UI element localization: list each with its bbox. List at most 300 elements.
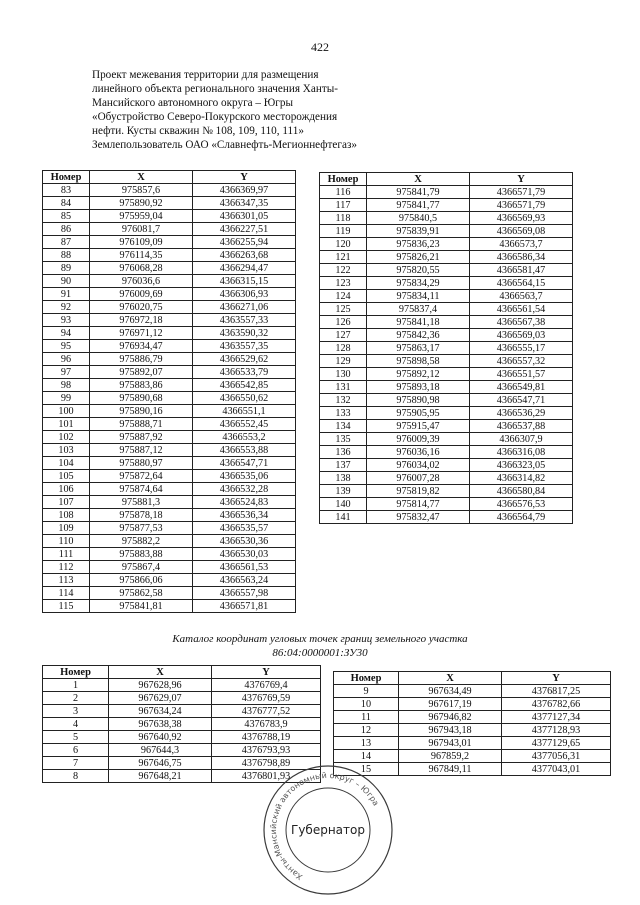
x-coordinate-cell: 967943,01	[399, 737, 502, 750]
point-number-cell: 6	[43, 744, 109, 757]
point-number-cell: 8	[43, 770, 109, 783]
point-number-cell: 85	[43, 210, 90, 223]
header-line: Мансийского автономного округа – Югры	[92, 97, 294, 109]
table-row	[334, 698, 611, 711]
table-row	[320, 225, 573, 238]
x-coordinate-cell: 975898,58	[367, 355, 470, 368]
x-coordinate-cell: 975887,12	[90, 444, 193, 457]
point-number-cell: 109	[43, 522, 90, 535]
table-header-row	[43, 666, 321, 679]
x-coordinate-cell: 967644,3	[109, 744, 212, 757]
y-coordinate-cell: 4366301,05	[193, 210, 296, 223]
y-coordinate-cell: 4366571,79	[470, 186, 573, 199]
table-row	[43, 587, 296, 600]
catalog-caption	[0, 632, 640, 660]
y-coordinate-cell: 4366542,85	[193, 379, 296, 392]
header-line: линейного объекта регионального значения Ханты-	[92, 83, 338, 95]
table-row	[43, 392, 296, 405]
table-row	[43, 288, 296, 301]
table-row	[320, 290, 573, 303]
y-coordinate-cell: 4366561,54	[470, 303, 573, 316]
point-number-cell: 108	[43, 509, 90, 522]
y-coordinate-cell: 4377056,31	[502, 750, 611, 763]
y-coordinate-cell: 4366552,45	[193, 418, 296, 431]
x-coordinate-cell: 975886,79	[90, 353, 193, 366]
y-coordinate-cell: 4366535,06	[193, 470, 296, 483]
y-coordinate-cell: 4376817,25	[502, 685, 611, 698]
column-header: Номер	[320, 173, 367, 186]
x-coordinate-cell: 975888,71	[90, 418, 193, 431]
table-row	[43, 535, 296, 548]
y-coordinate-cell: 4366536,29	[470, 407, 573, 420]
x-coordinate-cell: 976036,16	[367, 446, 470, 459]
x-coordinate-cell: 975883,86	[90, 379, 193, 392]
x-coordinate-cell: 975840,5	[367, 212, 470, 225]
x-coordinate-cell: 975841,18	[367, 316, 470, 329]
column-header: Y	[212, 666, 321, 679]
y-coordinate-cell: 4366564,79	[470, 511, 573, 524]
point-number-cell: 117	[320, 199, 367, 212]
y-coordinate-cell: 4366315,15	[193, 275, 296, 288]
column-header: Номер	[334, 672, 399, 685]
x-coordinate-cell: 975874,64	[90, 483, 193, 496]
y-coordinate-cell: 4366550,62	[193, 392, 296, 405]
x-coordinate-cell: 975832,47	[367, 511, 470, 524]
x-coordinate-cell: 975819,82	[367, 485, 470, 498]
x-coordinate-cell: 975872,64	[90, 470, 193, 483]
table-row	[320, 511, 573, 524]
x-coordinate-cell: 975878,18	[90, 509, 193, 522]
table-row	[43, 574, 296, 587]
stamp-ring-text: Ханты-Мансийский автономный округ – Югра	[268, 770, 381, 882]
header-line: Проект межевания территории для размещения	[92, 69, 319, 81]
y-coordinate-cell: 4366561,53	[193, 561, 296, 574]
coordinates-table-top-left	[42, 170, 296, 613]
x-coordinate-cell: 967646,75	[109, 757, 212, 770]
y-coordinate-cell: 4366576,53	[470, 498, 573, 511]
point-number-cell: 138	[320, 472, 367, 485]
point-number-cell: 111	[43, 548, 90, 561]
column-header: Номер	[43, 666, 109, 679]
y-coordinate-cell: 4377127,34	[502, 711, 611, 724]
y-coordinate-cell: 4366547,71	[470, 394, 573, 407]
table-row	[320, 407, 573, 420]
column-header: Y	[470, 173, 573, 186]
point-number-cell: 141	[320, 511, 367, 524]
point-number-cell: 15	[334, 763, 399, 776]
x-coordinate-cell: 976020,75	[90, 301, 193, 314]
y-coordinate-cell: 4366557,98	[193, 587, 296, 600]
point-number-cell: 140	[320, 498, 367, 511]
table-row	[334, 711, 611, 724]
y-coordinate-cell: 4366555,17	[470, 342, 573, 355]
y-coordinate-cell: 4366314,82	[470, 472, 573, 485]
table-row	[43, 184, 296, 197]
table-row	[43, 561, 296, 574]
y-coordinate-cell: 4366532,28	[193, 483, 296, 496]
table-row	[43, 548, 296, 561]
x-coordinate-cell: 976009,39	[367, 433, 470, 446]
y-coordinate-cell: 4366563,7	[470, 290, 573, 303]
table-row	[320, 381, 573, 394]
point-number-cell: 107	[43, 496, 90, 509]
x-coordinate-cell: 967628,96	[109, 679, 212, 692]
x-coordinate-cell: 975841,77	[367, 199, 470, 212]
x-coordinate-cell: 975834,29	[367, 277, 470, 290]
y-coordinate-cell: 4366530,36	[193, 535, 296, 548]
coordinates-table-top-right	[319, 172, 573, 524]
table-row	[320, 459, 573, 472]
x-coordinate-cell: 975890,92	[90, 197, 193, 210]
point-number-cell: 104	[43, 457, 90, 470]
x-coordinate-cell: 975841,79	[367, 186, 470, 199]
x-coordinate-cell: 975880,97	[90, 457, 193, 470]
point-number-cell: 113	[43, 574, 90, 587]
point-number-cell: 87	[43, 236, 90, 249]
table-row	[43, 301, 296, 314]
table-row	[320, 446, 573, 459]
point-number-cell: 89	[43, 262, 90, 275]
y-coordinate-cell: 4366569,03	[470, 329, 573, 342]
point-number-cell: 116	[320, 186, 367, 199]
x-coordinate-cell: 975857,6	[90, 184, 193, 197]
x-coordinate-cell: 975882,2	[90, 535, 193, 548]
x-coordinate-cell: 975890,98	[367, 394, 470, 407]
point-number-cell: 13	[334, 737, 399, 750]
point-number-cell: 106	[43, 483, 90, 496]
header-line: «Обустройство Северо-Покурского месторождения	[92, 111, 338, 123]
point-number-cell: 86	[43, 223, 90, 236]
x-coordinate-cell: 975905,95	[367, 407, 470, 420]
x-coordinate-cell: 976934,47	[90, 340, 193, 353]
y-coordinate-cell: 4376782,66	[502, 698, 611, 711]
x-coordinate-cell: 976007,28	[367, 472, 470, 485]
x-coordinate-cell: 975881,3	[90, 496, 193, 509]
x-coordinate-cell: 976068,28	[90, 262, 193, 275]
point-number-cell: 115	[43, 600, 90, 613]
point-number-cell: 94	[43, 327, 90, 340]
governor-stamp	[258, 764, 398, 896]
y-coordinate-cell: 4366553,88	[193, 444, 296, 457]
y-coordinate-cell: 4366567,38	[470, 316, 573, 329]
table-row	[43, 705, 321, 718]
x-coordinate-cell: 975826,21	[367, 251, 470, 264]
y-coordinate-cell: 4366571,81	[193, 600, 296, 613]
coordinates-table-bottom-right	[333, 671, 611, 776]
stamp-center-text: Губернатор	[291, 823, 365, 837]
table-row	[43, 431, 296, 444]
x-coordinate-cell: 976109,09	[90, 236, 193, 249]
point-number-cell: 136	[320, 446, 367, 459]
point-number-cell: 110	[43, 535, 90, 548]
table-row	[43, 679, 321, 692]
table-row	[43, 600, 296, 613]
table-row	[320, 212, 573, 225]
x-coordinate-cell: 975893,18	[367, 381, 470, 394]
table-row	[320, 472, 573, 485]
table-row	[320, 368, 573, 381]
x-coordinate-cell: 975959,04	[90, 210, 193, 223]
point-number-cell: 84	[43, 197, 90, 210]
table-header-row	[334, 672, 611, 685]
table-row	[43, 379, 296, 392]
table-header-row	[320, 173, 573, 186]
table-row	[334, 750, 611, 763]
column-header: Y	[502, 672, 611, 685]
y-coordinate-cell: 4366271,06	[193, 301, 296, 314]
point-number-cell: 131	[320, 381, 367, 394]
x-coordinate-cell: 975842,36	[367, 329, 470, 342]
point-number-cell: 91	[43, 288, 90, 301]
table-row	[43, 522, 296, 535]
point-number-cell: 130	[320, 368, 367, 381]
x-coordinate-cell: 975820,55	[367, 264, 470, 277]
x-coordinate-cell: 975866,06	[90, 574, 193, 587]
x-coordinate-cell: 975867,4	[90, 561, 193, 574]
x-coordinate-cell: 976081,7	[90, 223, 193, 236]
y-coordinate-cell: 4366557,32	[470, 355, 573, 368]
table-row	[43, 496, 296, 509]
point-number-cell: 119	[320, 225, 367, 238]
table-row	[43, 692, 321, 705]
y-coordinate-cell: 4366536,34	[193, 509, 296, 522]
y-coordinate-cell: 4366549,81	[470, 381, 573, 394]
x-coordinate-cell: 967943,18	[399, 724, 502, 737]
table-row	[43, 366, 296, 379]
y-coordinate-cell: 4376769,59	[212, 692, 321, 705]
table-row	[43, 340, 296, 353]
point-number-cell: 98	[43, 379, 90, 392]
point-number-cell: 92	[43, 301, 90, 314]
x-coordinate-cell: 967640,92	[109, 731, 212, 744]
y-coordinate-cell: 4376801,93	[212, 770, 321, 783]
table-row	[43, 470, 296, 483]
point-number-cell: 112	[43, 561, 90, 574]
table-row	[320, 355, 573, 368]
x-coordinate-cell: 975887,92	[90, 431, 193, 444]
table-row	[334, 724, 611, 737]
table-row	[43, 236, 296, 249]
y-coordinate-cell: 4366551,57	[470, 368, 573, 381]
x-coordinate-cell: 967946,82	[399, 711, 502, 724]
y-coordinate-cell: 4366547,71	[193, 457, 296, 470]
table-row	[43, 197, 296, 210]
point-number-cell: 2	[43, 692, 109, 705]
x-coordinate-cell: 975836,23	[367, 238, 470, 251]
point-number-cell: 135	[320, 433, 367, 446]
y-coordinate-cell: 4366586,34	[470, 251, 573, 264]
point-number-cell: 4	[43, 718, 109, 731]
y-coordinate-cell: 4366551,1	[193, 405, 296, 418]
table-row	[43, 483, 296, 496]
table-row	[320, 329, 573, 342]
x-coordinate-cell: 967617,19	[399, 698, 502, 711]
x-coordinate-cell: 975892,07	[90, 366, 193, 379]
catalog-caption-parcel: 86:04:0000001:ЗУ30	[272, 647, 368, 659]
table-row	[43, 314, 296, 327]
y-coordinate-cell: 4366524,83	[193, 496, 296, 509]
x-coordinate-cell: 975877,53	[90, 522, 193, 535]
y-coordinate-cell: 4366535,57	[193, 522, 296, 535]
table-header-row	[43, 171, 296, 184]
y-coordinate-cell: 4377128,93	[502, 724, 611, 737]
y-coordinate-cell: 4366227,51	[193, 223, 296, 236]
x-coordinate-cell: 975837,4	[367, 303, 470, 316]
point-number-cell: 105	[43, 470, 90, 483]
table-row	[43, 718, 321, 731]
x-coordinate-cell: 976009,69	[90, 288, 193, 301]
table-row	[320, 238, 573, 251]
x-coordinate-cell: 967634,24	[109, 705, 212, 718]
y-coordinate-cell: 4366563,24	[193, 574, 296, 587]
y-coordinate-cell: 4366306,93	[193, 288, 296, 301]
x-coordinate-cell: 975834,11	[367, 290, 470, 303]
table-row	[43, 223, 296, 236]
y-coordinate-cell: 4376777,52	[212, 705, 321, 718]
point-number-cell: 121	[320, 251, 367, 264]
y-coordinate-cell: 4366529,62	[193, 353, 296, 366]
y-coordinate-cell: 4366573,7	[470, 238, 573, 251]
point-number-cell: 100	[43, 405, 90, 418]
table-row	[43, 457, 296, 470]
point-number-cell: 90	[43, 275, 90, 288]
table-row	[320, 277, 573, 290]
table-row	[43, 262, 296, 275]
y-coordinate-cell: 4366347,35	[193, 197, 296, 210]
table-row	[43, 327, 296, 340]
point-number-cell: 11	[334, 711, 399, 724]
table-row	[43, 249, 296, 262]
point-number-cell: 103	[43, 444, 90, 457]
y-coordinate-cell: 4366369,97	[193, 184, 296, 197]
x-coordinate-cell: 967648,21	[109, 770, 212, 783]
x-coordinate-cell: 976972,18	[90, 314, 193, 327]
point-number-cell: 7	[43, 757, 109, 770]
y-coordinate-cell: 4376788,19	[212, 731, 321, 744]
point-number-cell: 118	[320, 212, 367, 225]
document-header	[92, 68, 392, 152]
table-row	[320, 186, 573, 199]
table-row	[320, 316, 573, 329]
x-coordinate-cell: 967638,38	[109, 718, 212, 731]
point-number-cell: 1	[43, 679, 109, 692]
x-coordinate-cell: 975862,58	[90, 587, 193, 600]
x-coordinate-cell: 976036,6	[90, 275, 193, 288]
table-row	[43, 405, 296, 418]
x-coordinate-cell: 976034,02	[367, 459, 470, 472]
point-number-cell: 123	[320, 277, 367, 290]
table-row	[320, 303, 573, 316]
table-row	[320, 498, 573, 511]
page-number: 422	[311, 40, 329, 54]
point-number-cell: 9	[334, 685, 399, 698]
point-number-cell: 120	[320, 238, 367, 251]
table-row	[334, 685, 611, 698]
point-number-cell: 133	[320, 407, 367, 420]
header-line: нефти. Кусты скважин № 108, 109, 110, 111»	[92, 125, 304, 137]
x-coordinate-cell: 975839,91	[367, 225, 470, 238]
point-number-cell: 88	[43, 249, 90, 262]
table-row	[320, 420, 573, 433]
column-header: X	[399, 672, 502, 685]
point-number-cell: 10	[334, 698, 399, 711]
point-number-cell: 95	[43, 340, 90, 353]
y-coordinate-cell: 4363557,33	[193, 314, 296, 327]
y-coordinate-cell: 4366580,84	[470, 485, 573, 498]
point-number-cell: 139	[320, 485, 367, 498]
point-number-cell: 97	[43, 366, 90, 379]
y-coordinate-cell: 4376798,89	[212, 757, 321, 770]
table-row	[320, 251, 573, 264]
table-row	[320, 342, 573, 355]
x-coordinate-cell: 975883,88	[90, 548, 193, 561]
y-coordinate-cell: 4366533,79	[193, 366, 296, 379]
column-header: X	[90, 171, 193, 184]
y-coordinate-cell: 4363557,35	[193, 340, 296, 353]
point-number-cell: 122	[320, 264, 367, 277]
x-coordinate-cell: 975890,68	[90, 392, 193, 405]
table-row	[320, 394, 573, 407]
y-coordinate-cell: 4377043,01	[502, 763, 611, 776]
y-coordinate-cell: 4376769,4	[212, 679, 321, 692]
y-coordinate-cell: 4366537,88	[470, 420, 573, 433]
point-number-cell: 134	[320, 420, 367, 433]
point-number-cell: 127	[320, 329, 367, 342]
y-coordinate-cell: 4366581,47	[470, 264, 573, 277]
point-number-cell: 5	[43, 731, 109, 744]
column-header: Y	[193, 171, 296, 184]
y-coordinate-cell: 4363590,32	[193, 327, 296, 340]
x-coordinate-cell: 976114,35	[90, 249, 193, 262]
point-number-cell: 125	[320, 303, 367, 316]
header-line: Землепользователь ОАО «Славнефть-Мегионнефтегаз»	[92, 139, 357, 151]
catalog-caption-title: Каталог координат угловых точек границ земельного участка	[172, 633, 468, 645]
y-coordinate-cell: 4366553,2	[193, 431, 296, 444]
table-row	[43, 744, 321, 757]
x-coordinate-cell: 975892,12	[367, 368, 470, 381]
point-number-cell: 132	[320, 394, 367, 407]
point-number-cell: 128	[320, 342, 367, 355]
point-number-cell: 93	[43, 314, 90, 327]
point-number-cell: 3	[43, 705, 109, 718]
table-row	[320, 199, 573, 212]
point-number-cell: 101	[43, 418, 90, 431]
table-row	[320, 264, 573, 277]
x-coordinate-cell: 967629,07	[109, 692, 212, 705]
column-header: Номер	[43, 171, 90, 184]
point-number-cell: 124	[320, 290, 367, 303]
y-coordinate-cell: 4366263,68	[193, 249, 296, 262]
y-coordinate-cell: 4366569,08	[470, 225, 573, 238]
table-row	[43, 210, 296, 223]
point-number-cell: 12	[334, 724, 399, 737]
y-coordinate-cell: 4366323,05	[470, 459, 573, 472]
point-number-cell: 96	[43, 353, 90, 366]
point-number-cell: 137	[320, 459, 367, 472]
y-coordinate-cell: 4376783,9	[212, 718, 321, 731]
x-coordinate-cell: 975814,77	[367, 498, 470, 511]
y-coordinate-cell: 4366316,08	[470, 446, 573, 459]
y-coordinate-cell: 4366255,94	[193, 236, 296, 249]
table-row	[43, 731, 321, 744]
x-coordinate-cell: 975863,17	[367, 342, 470, 355]
y-coordinate-cell: 4366307,9	[470, 433, 573, 446]
point-number-cell: 99	[43, 392, 90, 405]
y-coordinate-cell: 4366571,79	[470, 199, 573, 212]
point-number-cell: 102	[43, 431, 90, 444]
column-header: X	[367, 173, 470, 186]
x-coordinate-cell: 967849,11	[399, 763, 502, 776]
